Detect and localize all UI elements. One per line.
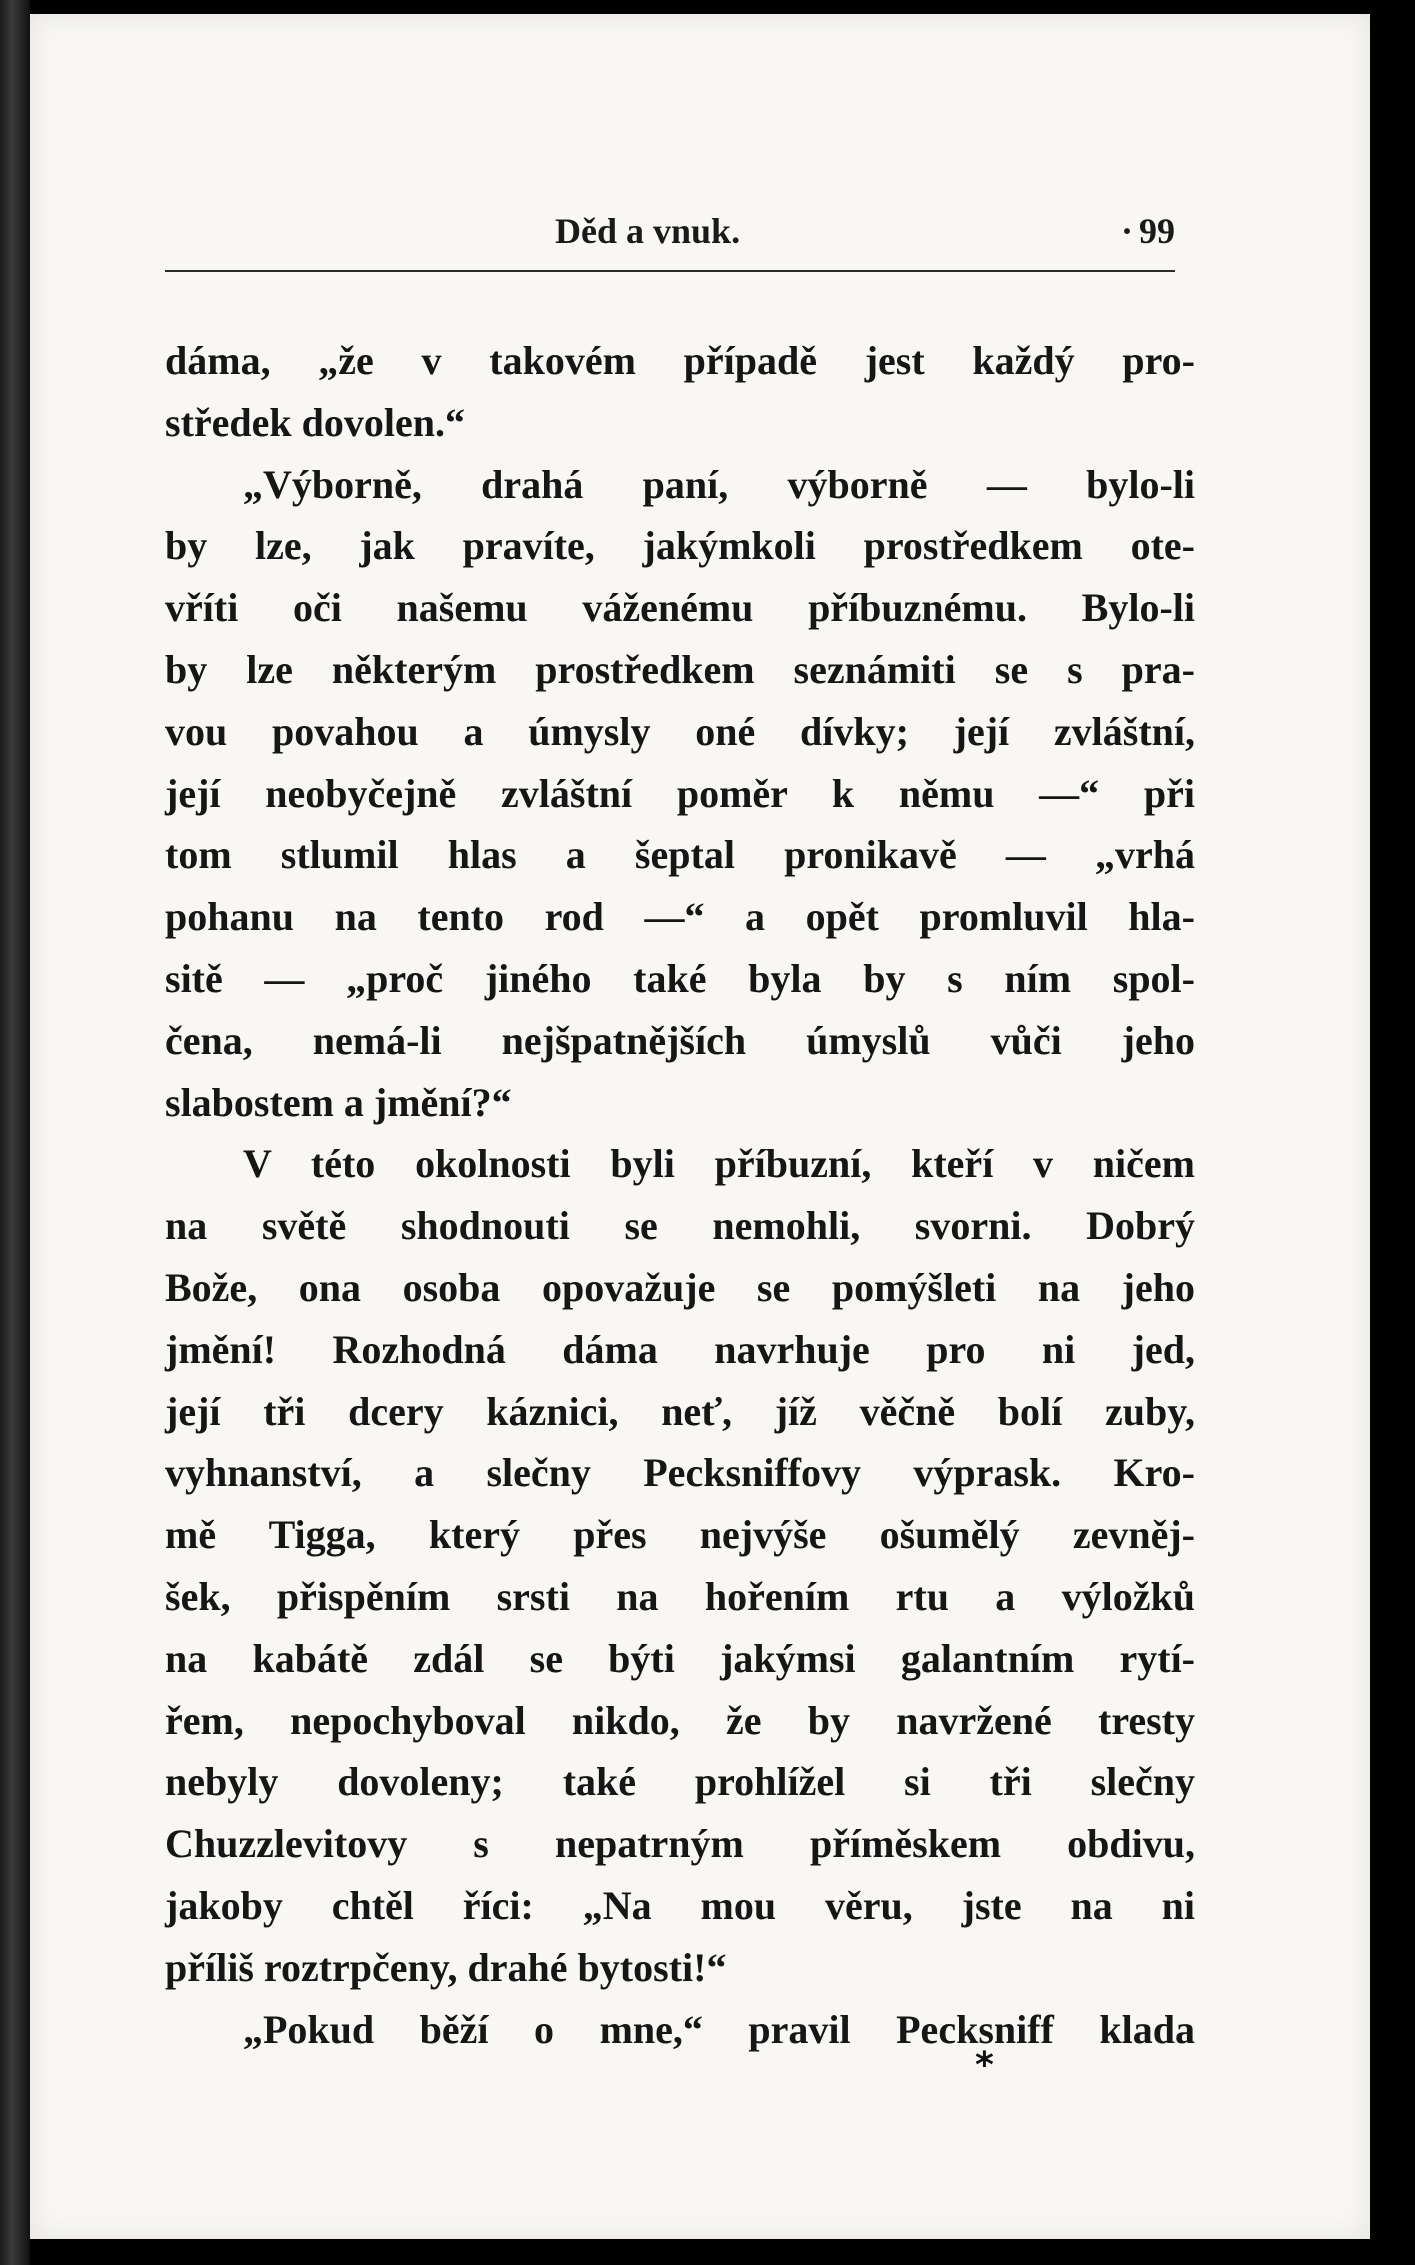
text-line: jakoby chtěl říci: „Na mou věru, jste na ni <box>165 1882 1195 1928</box>
text-line: by lze některým prostředkem seznámiti se s pra- <box>165 646 1195 692</box>
text-line: příliš roztrpčeny, drahé bytosti!“ <box>165 1944 727 1990</box>
text-line: pohanu na tento rod —“ a opět promluvil hla- <box>165 894 1195 940</box>
header-dot: · <box>1120 211 1133 251</box>
header-rule <box>165 270 1175 272</box>
text-line: její neobyčejně zvláštní poměr k němu —“ při <box>165 770 1195 816</box>
text-line: vou povahou a úmysly oné dívky; její zvláštní, <box>165 708 1195 754</box>
text-line: jmění! Rozhodná dáma navrhuje pro ni jed, <box>165 1326 1195 1372</box>
text-line: čena, nemá-li nejšpatnějších úmyslů vůči jeho <box>165 1017 1195 1063</box>
text-line: nebyly dovoleny; také prohlížel si tři slečny <box>165 1759 1195 1805</box>
text-line: šek, přispěním srsti na hořením rtu a výložků <box>165 1573 1195 1619</box>
text-line: Bože, ona osoba opovažuje se pomýšleti na jeho <box>165 1264 1195 1310</box>
text-line: tom stlumil hlas a šeptal pronikavě — „vrhá <box>165 832 1195 878</box>
body-text <box>165 330 1195 2060</box>
text-line: vříti oči našemu váženému příbuznému. Bylo-li <box>165 585 1195 631</box>
text-line: její tři dcery káznici, neť, jíž věčně bolí zuby, <box>165 1388 1195 1434</box>
text-line: slabostem a jmění?“ <box>165 1079 512 1125</box>
text-line: sitě — „proč jiného také byla by s ním spol- <box>165 955 1195 1001</box>
text-line: V této okolnosti byli příbuzní, kteří v ničem <box>243 1141 1195 1187</box>
text-line: vyhnanství, a slečny Pecksniffovy výprask. Kro- <box>165 1450 1195 1496</box>
book-spine-edge <box>0 0 30 2265</box>
text-line: „Pokud běží o mne,“ pravil Pecksniff klada <box>243 2006 1195 2052</box>
text-line: mě Tigga, který přes nejvýše ošumělý zevněj- <box>165 1512 1195 1558</box>
text-line: středek dovolen.“ <box>165 399 465 445</box>
running-title: Děd a vnuk. <box>555 211 741 251</box>
text-line: „Výborně, drahá paní, výborně — bylo-li <box>243 461 1195 507</box>
text-line: na světě shodnouti se nemohli, svorni. Dobrý <box>165 1203 1195 1249</box>
text-line: dáma, „že v takovém případě jest každý pro- <box>165 338 1195 383</box>
page-header <box>165 200 1175 264</box>
text-line: Chuzzlevitovy s nepatrným příměskem obdivu, <box>165 1821 1195 1867</box>
page-number: 99 <box>1139 211 1175 251</box>
text-line: řem, nepochyboval nikdo, že by navržené tresty <box>165 1697 1195 1743</box>
text-line: by lze, jak pravíte, jakýmkoli prostředkem ote- <box>165 523 1195 569</box>
signature-mark: * <box>975 2045 994 2086</box>
text-line: na kabátě zdál se býti jakýmsi galantním rytí- <box>165 1635 1195 1681</box>
